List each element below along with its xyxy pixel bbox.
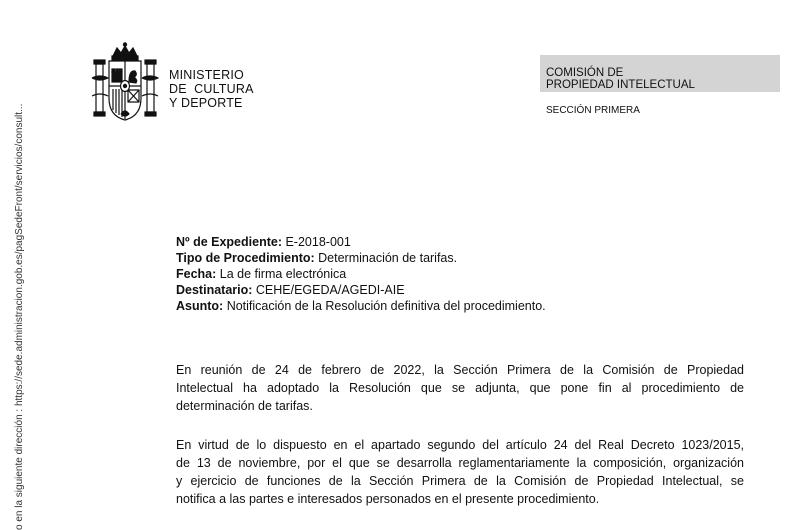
commission-line: PROPIEDAD INTELECTUAL (546, 79, 695, 91)
section-label: SECCIÓN PRIMERA (546, 105, 640, 116)
field-value: La de firma electrónica (219, 267, 347, 281)
field-value: CEHE/EGEDA/AGEDI-AIE (255, 283, 405, 297)
field-asunto (176, 298, 546, 314)
field-label: Destinatario: (176, 283, 253, 297)
verification-side-note: o en la siguiente dirección : https://sede.administracion.gob.es/pagSedeFront/servicios/consult... (14, 103, 25, 530)
commission-name (546, 67, 695, 91)
commission-line: COMISIÓN DE (546, 67, 624, 79)
paragraph-line: de 13 de noviembre, por el que se desarrolla reglamentariamente la composición, organización (176, 456, 744, 470)
ministry-line: MINISTERIO (169, 68, 244, 82)
ministry-line: Y DEPORTE (169, 96, 243, 110)
case-details (176, 234, 546, 314)
field-value: Notificación de la Resolución definitiva del procedimiento. (226, 299, 546, 313)
field-label: Asunto: (176, 299, 224, 313)
field-tipo-procedimiento (176, 250, 546, 266)
field-expediente (176, 234, 546, 250)
paragraph-line: En reunión de 24 de febrero de 2022, la Sección Primera de la Comisión de Propiedad (176, 363, 744, 377)
field-fecha (176, 266, 546, 282)
spain-coat-of-arms-icon (91, 42, 159, 122)
ministry-line: DE CULTURA (169, 82, 254, 96)
field-value: E-2018-001 (285, 235, 351, 249)
ministry-name (169, 68, 254, 110)
field-label: Nº de Expediente: (176, 235, 282, 249)
field-label: Fecha: (176, 267, 217, 281)
paragraph-line: En virtud de lo dispuesto en el apartado segundo del artículo 24 del Real Decreto 1023/2015, (176, 438, 744, 452)
paragraph-line: Intelectual ha adoptado la Resolución que se adjunta, que pone fin al procedimiento de (176, 381, 744, 395)
paragraph-line: y ejercicio de funciones de la Sección Primera de la Comisión de Propiedad Intelectual, se (176, 474, 744, 488)
paragraph-line: determinación de tarifas. (176, 399, 313, 413)
paragraph-legal-basis (176, 436, 744, 508)
paragraph-line: notifica a las partes e interesados personados en el presente procedimiento. (176, 492, 600, 506)
field-destinatario (176, 282, 546, 298)
paragraph-resolution (176, 361, 744, 415)
field-value: Determinación de tarifas. (318, 251, 458, 265)
field-label: Tipo de Procedimiento: (176, 251, 315, 265)
